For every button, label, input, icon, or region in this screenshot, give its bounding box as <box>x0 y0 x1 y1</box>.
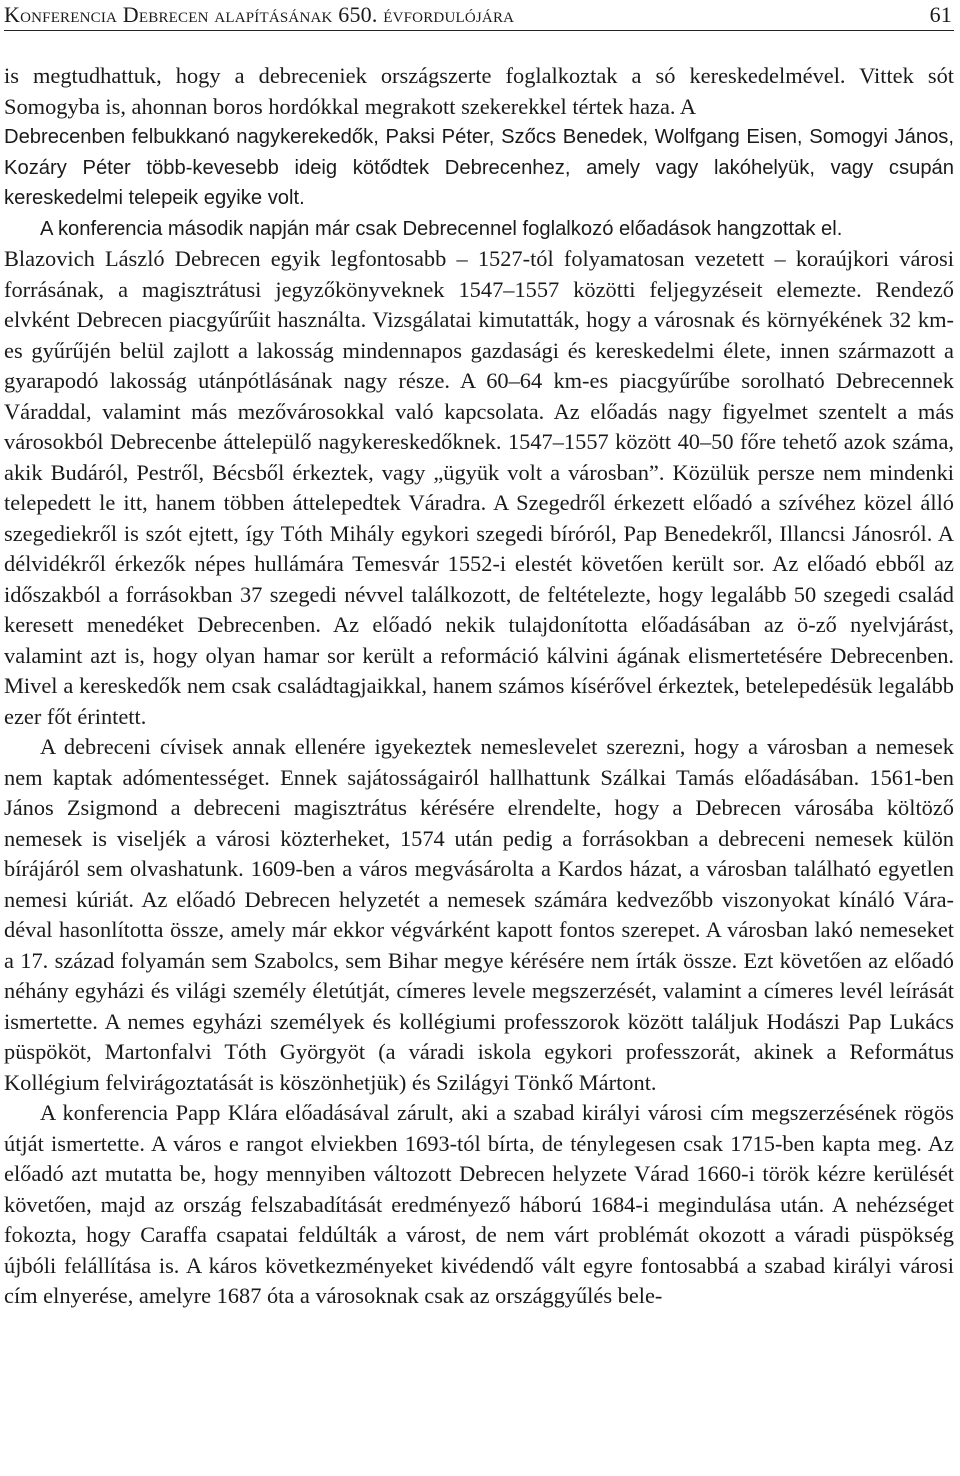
document-page <box>4 0 954 1312</box>
paragraph-continuation: is megtudhattuk, hogy a debreceniek országszerte foglalkoztak a só kereskedelmével. Vittek sót Somogyba is, ahonnan boros hordókkal megrakott szekerekkel tértek haza. A <box>4 63 954 119</box>
paragraph-blazovich: Blazovich László Debrecen egyik legfontosabb – 1527-tól folyamatosan vezetett – koraújkori városi forrásának, a magisztrátusi jegyzőkönyveknek 1547–1557 közötti feljegyzéseit elemezte. Rendező elvként Debrecen piacgyűrűit használta. Vizsgálatai kimutatták, hogy a városnak és környékének 32 km-es gyűrűjén belül zajlott a lakosság mindennapos gazdasági és kereskedelmi élete, innen származott a gyarapodó lakosság utánpótlásának nagy része. A 60–64 km-es piacgyűrűbe sorolható Debrecennek Váraddal, valamint más mezővárosokkal való kapcsolata. Az előadás nagy figyelmet szentelt a más városokból Debrecenbe áttelepülő nagykereskedőknek. 1547–1557 között 40–50 főre tehető azok száma, akik Budáról, Pestről, Bécsből érkeztek, vagy „ügyük volt a városban”. Közülük persze nem mindenki telepedett le itt, hanem többen áttelepedtek Váradra. A Szegedről érkezett előadó a szívéhez közel álló szegediekről is szót ejtett, így Tóth Mihály egykori szegedi bíróról, Pap Benedekről, Illancsi Jánosról. A délvidékről érkezők népes hullámára Temesvár 1552-i elestét követően került sor. Az előadó ebből az időszakból a forrásokban 37 szegedi névvel találkozott, de feltételezte, hogy legalább 50 szegedi család keresett menedéket Debrecenben. Az előadó nekik tulajdonította előadásában az ö-ző nyelvjárást, valamint azt is, hogy olyan hamar sor került a reformáció kálvini ágának elismertetésére Debrecenben. Mivel a kereskedők nem csak családtagjaikkal, hanem számos kísérővel érkeztek, betelepedésük legalább ezer főt érintett. <box>4 246 954 729</box>
paragraph-second-day-intro: A konferencia második napján már csak Debrecennel foglalkozó előadások hangzottak el. <box>40 217 843 240</box>
paragraph-papp: A konferencia Papp Klára előadásával zárult, aki a szabad királyi városi cím megszerzésének rögös útját ismertette. A város e rangot elviekben 1693-tól bírta, de ténylegesen csak 1715-ben kapta meg. Az előadó azt mutatta be, hogy mennyiben változott Debrecen helyzete Várad 1660-i török kézre kerülését követően, majd az ország felszabadítását eredményező háború 1684-i megindulása után. A nehézséget fokozta, hogy Caraffa csapatai feldúlták a várost, de nem várt problémát okozott a váradi püspökség újbóli felállítása is. A káros következményeket kivédendő vált egyre fontosabbá a szabad királyi városi cím elnyerése, amelyre 1687 óta a városoknak csak az országgyűlés bele- <box>4 1100 954 1308</box>
page-number: 61 <box>929 2 952 27</box>
paragraph-merchants: Debrecenben felbukkanó nagykerekedők, Paksi Péter, Szőcs Benedek, Wolfgang Eisen, Somogyi János, Kozáry Péter több-kevesebb ideig kötődtek Debrecenhez, amely vagy lakóhelyük, vagy csupán kereskedelmi telepeik egyike volt. <box>4 126 954 209</box>
article-body <box>4 61 954 1312</box>
paragraph-szalkai: A debreceni cívisek annak ellenére igyekeztek nemeslevelet szerezni, hogy a városban a nemesek nem kaptak adómentességet. Ennek sajátosságairól hallhattunk Szálkai Tamás előadásában. 1561-ben János Zsigmond a debreceni magisztrátus kérésére elrendelte, hogy a Debrecen városába költöző nemesek is viseljék a városi közterheket, 1574 után pedig a forrásokban a debreceni nemesek külön bírájáról sem olvashatunk. 1609-ben a város megvásárolta a Kardos házat, a városban található egyetlen nemesi kúriát. Az előadó Debrecen helyzetét a nemesek számára kedvezőbb viszonyokat kínáló Váradéval hasonlította össze, amely már ekkor végvárként kapott fontos szerepet. A városban lakó nemeseket a 17. század folyamán sem Szabolcs, sem Bihar megye kérésére nem írták össze. Ezt követően az előadó néhány egyházi és világi személy életútját, címeres levele megszerzését, valamint a címeres levél leírását ismertette. A nemes egyházi személyek és kollégiumi professzorok között találjuk Hodászi Pap Lukács püspököt, Martonfalvi Tóth Györgyöt (a váradi iskola egykori professzorát, akinek a Református Kollégium felvirágoztatását is köszönhetjük) és Szilágyi Tönkő Mártont. <box>4 734 954 1095</box>
running-header <box>4 0 954 31</box>
running-header-title: Konferencia Debrecen alapításának 650. évfordulójára <box>4 2 515 27</box>
